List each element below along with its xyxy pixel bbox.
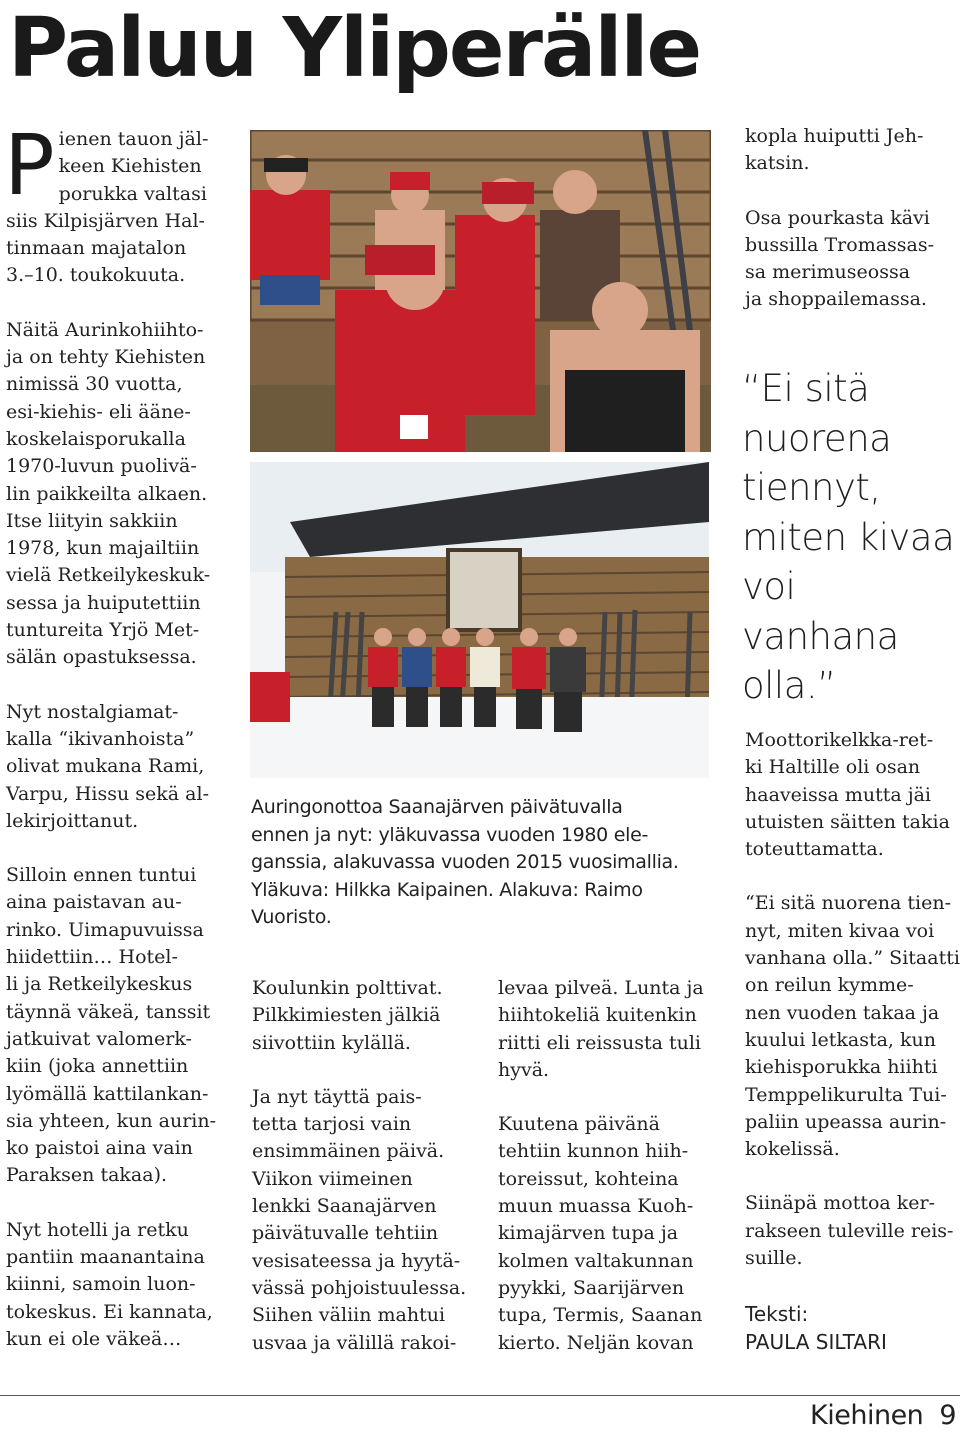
paragraph: Koulunkin polttivat. Pilkkimiesten jälkiä siivottiin kylällä.	[252, 977, 443, 1054]
intro-text: ienen tauon jäl- keen Kiehisten porukka valtasi siis Kilpisjärven Hal- tinmaan majatalon 3.–10. toukokuuta.	[6, 128, 209, 287]
paragraph: Ja nyt täyttä pais- tetta tarjosi vain ensimmäinen päivä. Viikon viimeinen lenkki Saanajärven päivätuvalle tehtiin vesisateessa ja hyytä- vässä pohjoistuulessa. Siihen väliin mahtui usvaa ja välillä rakoi-	[252, 1085, 467, 1354]
paragraph: Nyt hotelli ja retku pantiin maanantaina kiinni, samoin luon- tokeskus. Ei kannata, kun ei ole väkeä…	[6, 1218, 213, 1350]
paragraph: Siinäpä mottoa ker- rakseen tuleville reis- suille.	[745, 1192, 954, 1270]
intro-paragraph	[4, 116, 238, 290]
paragraph: Kuutena päivänä tehtiin kunnon hiih- toreissut, kohteina muun muassa Kuoh- kimajärven tupa ja kolmen valtakunnan pyykki, Saarijärven tupa, Termis, Saanan kierto. Neljän kovan	[498, 1113, 703, 1354]
paragraph: Osa pourkasta kävi bussilla Tromassas- sa merimuseossa ja shoppailemassa.	[745, 206, 935, 311]
paragraph: levaa pilveä. Lunta ja hiihtokeliä kuitenkin riitti eli reissusta tuli hyvä.	[498, 977, 704, 1081]
photo-2015	[250, 462, 709, 778]
paragraph: “Ei sitä nuorena tien- nyt, miten kivaa voi vanhana olla.” Sitaatti on reilun kymme- nen vuoden takaa ja kuului letkasta, kun kiehisporukka hiihti Temppelikurulta Tui- paliin upeassa aurin- kokelissä.	[745, 892, 960, 1161]
text-column-1	[4, 116, 238, 1380]
footer-divider	[0, 1395, 960, 1396]
photo-1980	[250, 130, 711, 452]
text-column-2	[252, 975, 482, 1384]
article-title: Paluu Yliperälle	[8, 1, 701, 96]
paragraph: Moottorikelkka-ret- ki Haltille oli osan haaveissa mutta jäi utuisten säitten takia toteuttamatta.	[745, 729, 950, 861]
pull-quote: “Ei sitä nuorena tiennyt, miten kivaa voi vanhana olla.”	[742, 367, 955, 707]
text-column-4-top	[745, 123, 960, 341]
paragraph: Silloin ennen tuntui aina paistavan au- rinko. Uimapuvuissa hiidettiin… Hotel- li ja Retkeilykeskus täynnä väkeä, tanssit jatkuivat valomerk- kiin (joka annettiin lyömällä kattilankan- sia yhteen, kun aurin- ko paistoi aina vain Paraksen takaa).	[6, 864, 217, 1187]
page-footer	[810, 1398, 956, 1434]
paragraph: Näitä Aurinkohiihto- ja on tehty Kiehisten nimissä 30 vuotta, esi-kiehis- eli ääne- koskelaisporukalla 1970-luvun puolivä- lin paikkeilta alkaen. Itse liityin sakkiin 1978, kun majailtiin vielä Retkeilykeskuk- sessa ja huiputettiin tuntureita Yrjö Met- sälän opastuksessa.	[6, 318, 211, 669]
byline-author: PAULA SILTARI	[745, 1330, 887, 1354]
byline	[745, 1300, 887, 1356]
drop-cap: P	[4, 116, 55, 214]
paragraph: kopla huiputti Jeh- katsin.	[745, 125, 924, 175]
page-number: 9	[939, 1400, 956, 1431]
text-column-4-bottom	[745, 727, 960, 1299]
byline-label: Teksti:	[745, 1302, 809, 1326]
paragraph: Nyt nostalgiamat- kalla “ikivanhoista” olivat mukana Rami, Varpu, Hissu sekä al- lekirjoittanut.	[6, 700, 209, 832]
magazine-name: Kiehinen	[810, 1400, 924, 1431]
photo-caption: Auringonottoa Saanajärven päivätuvalla ennen ja nyt: yläkuvassa vuoden 1980 ele- ganssia, alakuvassa vuoden 2015 vuosimallia. Yläkuva: Hilkka Kaipainen. Alakuva: Raimo Vuoristo.	[251, 796, 679, 928]
text-column-3	[498, 975, 728, 1384]
